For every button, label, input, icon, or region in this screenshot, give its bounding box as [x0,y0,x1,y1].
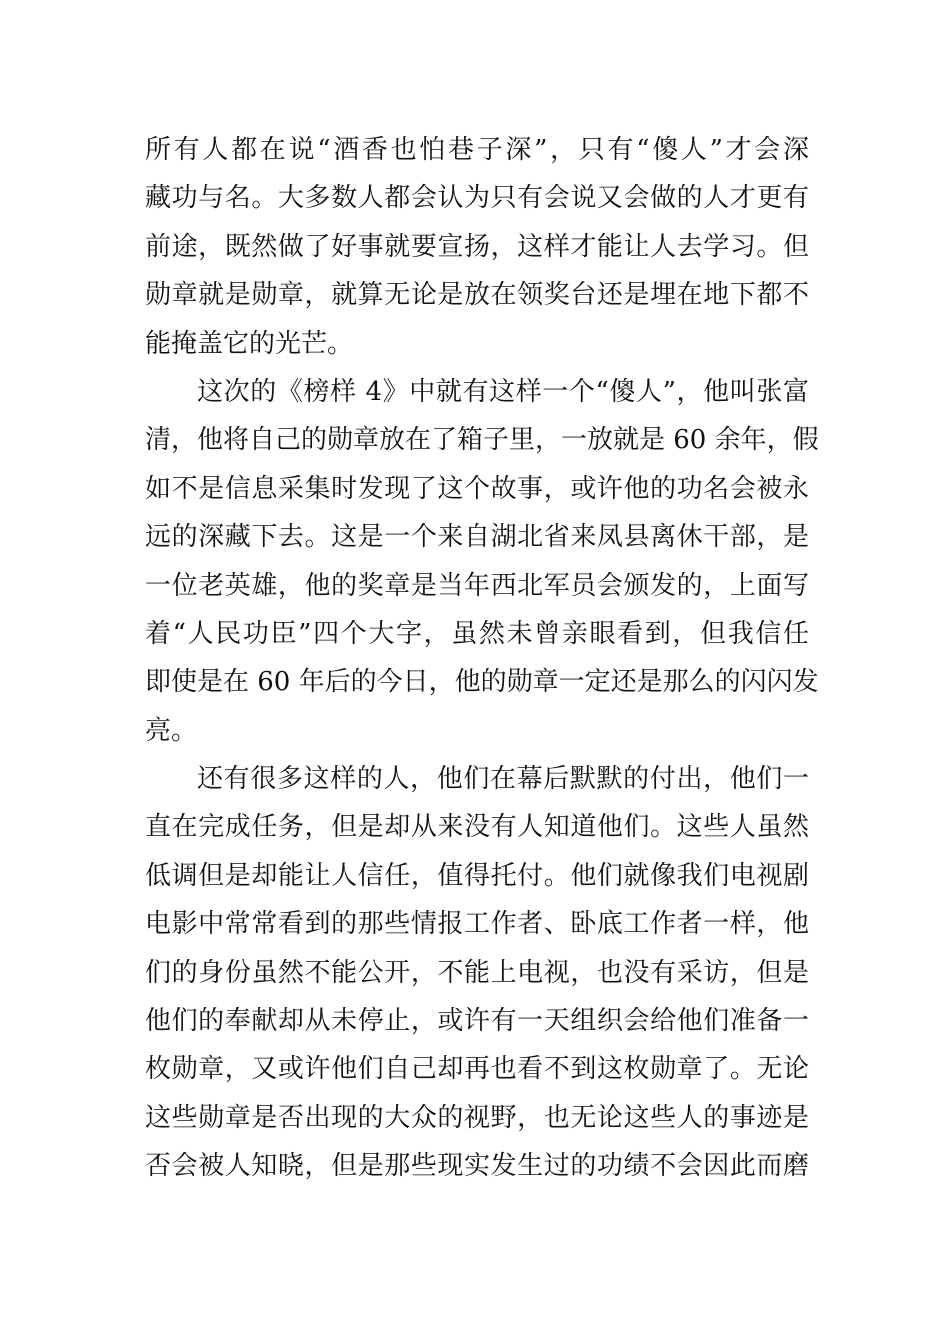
text-line: 远的深藏下去。这是一个来自湖北省来凤县离休干部，是 [145,522,809,553]
text-line: 电影中常常看到的那些情报工作者、卧底工作者一样，他 [145,909,809,940]
text-line: 一位老英雄，他的奖章是当年西北军员会颁发的，上面写 [145,570,809,601]
text-line: 所有人都在说“酒香也怕巷子深”，只有“傻人”才会深 [145,135,809,165]
text-line: 枚勋章，又或许他们自己却再也看不到这枚勋章了。无论 [145,1054,809,1085]
paragraph-2 [145,368,819,755]
text-line: 清，他将自己的勋章放在了箱子里，一放就是 60 余年，假 [145,425,819,456]
text-line: 这次的《榜样 4》中就有这样一个“傻人”，他叫张富 [197,376,809,407]
text-line: 他们的奉献却从未停止，或许有一天组织会给他们准备一 [145,1006,809,1037]
text-line: 亮。 [145,715,198,746]
text-line: 勋章就是勋章，就算无论是放在领奖台还是埋在地下都不 [145,280,809,311]
text-line: 们的身份虽然不能公开，不能上电视，也没有采访，但是 [145,957,809,988]
text-line: 直在完成任务，但是却从来没有人知道他们。这些人虽然 [145,812,809,843]
paragraph-1 [145,126,809,368]
text-line: 前途，既然做了好事就要宣扬，这样才能让人去学习。但 [145,231,809,262]
text-line: 即使是在 60 年后的今日，他的勋章一定还是那么的闪闪发 [145,667,819,698]
text-line: 着“人民功臣”四个大字，虽然未曾亲眼看到，但我信任 [145,618,809,649]
text-line: 如不是信息采集时发现了这个故事，或许他的功名会被永 [145,473,809,504]
text-line: 藏功与名。大多数人都会认为只有会说又会做的人才更有 [145,183,809,214]
text-line: 能掩盖它的光芒。 [145,328,354,359]
text-line: 还有很多这样的人，他们在幕后默默的付出，他们一 [197,764,809,795]
text-line: 低调但是却能让人信任，值得托付。他们就像我们电视剧 [145,860,809,891]
text-line: 这些勋章是否出现的大众的视野，也无论这些人的事迹是 [145,1102,809,1133]
body-text [145,126,819,1191]
paragraph-3 [145,755,809,1191]
text-line: 否会被人知晓，但是那些现实发生过的功绩不会因此而磨 [145,1151,809,1182]
